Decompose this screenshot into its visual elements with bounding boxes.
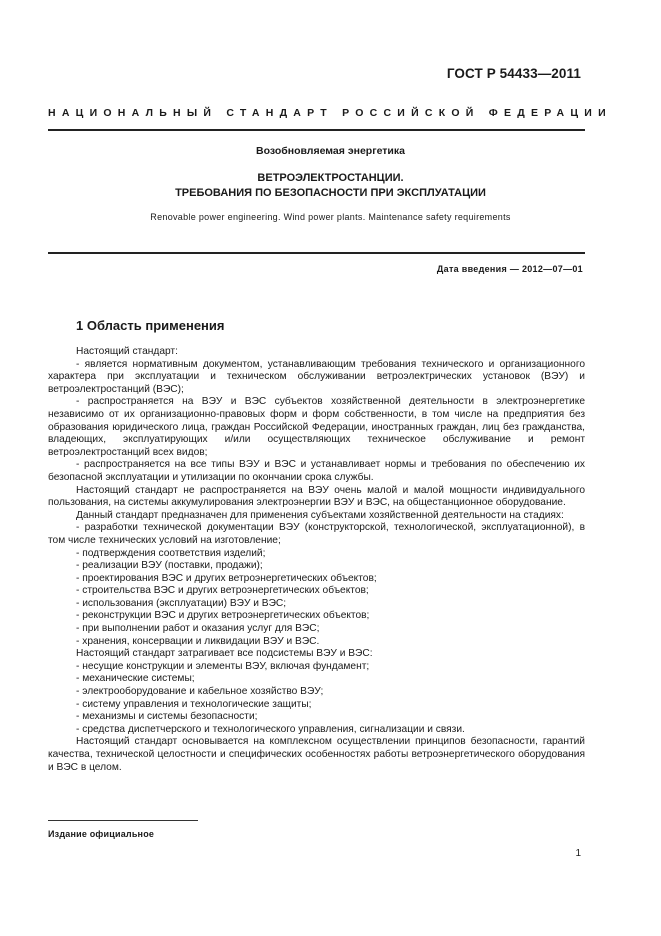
paragraph: - механические системы; — [76, 673, 195, 685]
paragraph: - реконструкции ВЭС и других ветроэнергетических объектов; — [76, 610, 370, 622]
page-number: 1 — [575, 848, 581, 859]
section-body — [48, 346, 585, 774]
paragraph: - использования (эксплуатации) ВЭУ и ВЭС; — [76, 597, 287, 609]
english-title: Renovable power engineering. Wind power plants. Maintenance safety requirements — [150, 212, 511, 222]
paragraph: - систему управления и технологические защиты; — [76, 698, 312, 710]
paragraph: - при выполнении работ и оказания услуг для ВЭС; — [76, 623, 320, 635]
paragraph: - строительства ВЭС и других ветроэнергетических объектов; — [76, 585, 369, 597]
header-divider — [48, 129, 585, 131]
paragraph: - реализации ВЭУ (поставки, продажи); — [76, 560, 263, 572]
title-divider — [48, 252, 585, 254]
paragraph: - несущие конструкции и элементы ВЭУ, включая фундамент; — [76, 660, 370, 672]
section-heading: 1 Область применения — [76, 318, 225, 333]
paragraph: Настоящий стандарт основывается на комплексном осуществлении принципов безопасности, гарантий качества, технической целостности и специфических особенностях работы ветроэнергетического оборудования и ВЭС в целом. — [48, 736, 585, 773]
document-title-line-2: ТРЕБОВАНИЯ ПО БЕЗОПАСНОСТИ ПРИ ЭКСПЛУАТАЦИИ — [175, 187, 486, 199]
paragraph: Настоящий стандарт: — [76, 346, 178, 357]
edition-note: Издание официальное — [48, 829, 155, 839]
introduction-date: Дата введения — 2012—07—01 — [436, 264, 583, 274]
document-title-line-1: ВЕТРОЭЛЕКТРОСТАНЦИИ. — [257, 172, 404, 184]
paragraph: - разработки технической документации ВЭУ (конструкторской, технологической, эксплуатационной), в том числе технических условий на изготовление; — [48, 522, 585, 546]
paragraph: - распространяется на ВЭУ и ВЭС субъектов хозяйственной деятельности в электроэнергетике независимо от их организационно-правовых форм и форм собственности, в том числе на предприятия без образования юридического лица, граждан Российской Федерации, иностранных граждан, лиц без гражданства, владеющих, эксплуатирующих и/или осуществляющих техническое обслуживание и ремонт ветроэлектростанций всех видов; — [48, 396, 585, 458]
paragraph: - средства диспетчерского и технологического управления, сигнализации и связи. — [76, 723, 465, 735]
paragraph: Настоящий стандарт не распространяется на ВЭУ очень малой и малой мощности индивидуального пользования, на системы аккумулирования электроэнергии ВЭУ и ВЭС, на общестанционное оборудование. — [48, 484, 585, 509]
subject-area: Возобновляемая энергетика — [256, 145, 405, 157]
paragraph: - распространяется на все типы ВЭУ и ВЭС и устанавливает нормы и требования по обеспечению их безопасной эксплуатации и утилизации по окончании срока службы. — [48, 459, 585, 483]
footer-divider — [48, 820, 198, 821]
standard-number: ГОСТ Р 54433—2011 — [446, 66, 581, 81]
paragraph: - электрооборудование и кабельное хозяйство ВЭУ; — [76, 686, 324, 698]
paragraph: - механизмы и системы безопасности; — [76, 711, 258, 723]
paragraph: - хранения, консервации и ликвидации ВЭУ и ВЭС. — [76, 635, 320, 647]
national-standard-banner: НАЦИОНАЛЬНЫЙ СТАНДАРТ РОССИЙСКОЙ ФЕДЕРАЦИИ — [48, 107, 612, 119]
paragraph: Настоящий стандарт затрагивает все подсистемы ВЭУ и ВЭС: — [76, 648, 373, 660]
paragraph: - подтверждения соответствия изделий; — [76, 547, 266, 559]
paragraph: Данный стандарт предназначен для применения субъектами хозяйственной деятельности на стадиях: — [76, 509, 564, 521]
paragraph: - проектирования ВЭС и других ветроэнергетических объектов; — [76, 572, 377, 584]
paragraph: - является нормативным документом, устанавливающим требования технического и организационного характера при эксплуатации и техническом обслуживании ветроэлектрических установок (ВЭУ) и ветроэлектростанций (ВЭС); — [48, 358, 585, 395]
